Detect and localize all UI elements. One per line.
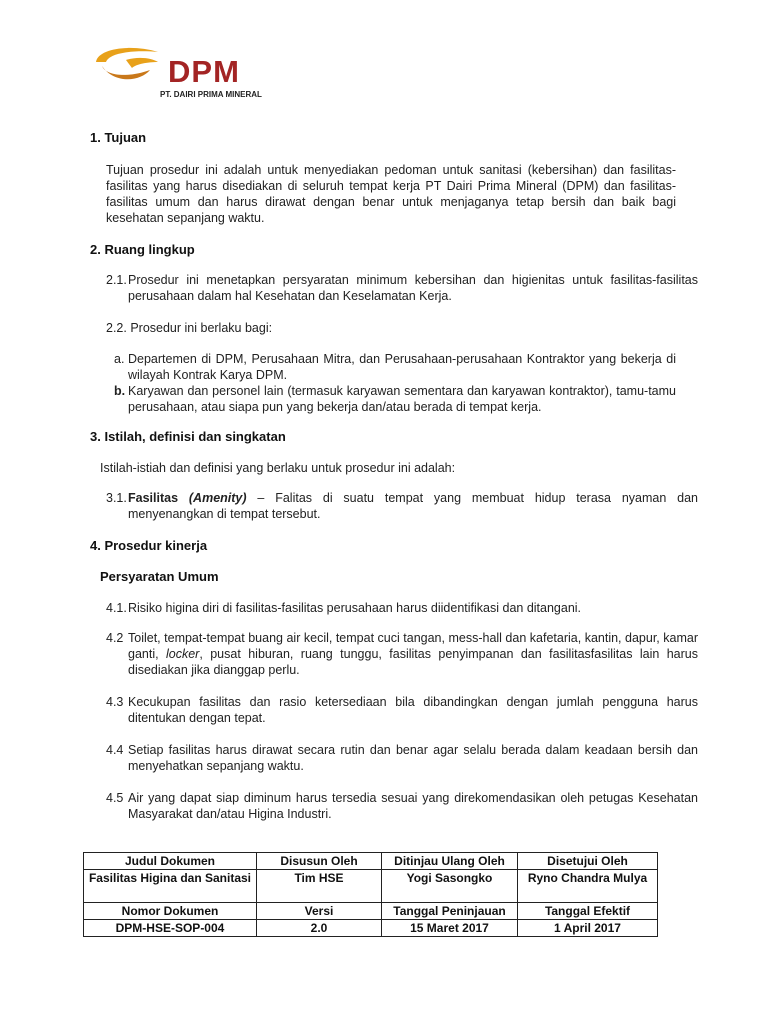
dpm-swirl-icon [92,42,164,86]
list-item-a [114,351,676,383]
item-text-italic: locker [166,647,200,661]
item-number: 4.5 [106,791,124,805]
item-text: Prosedur ini menetapkan persyaratan minimum kebersihan dan higienitas untuk fasilitas-fasilitas perusahaan dalam hal Kesehatan dan Keselamatan Kerja. [128,273,698,303]
prosedur-item-4-4 [106,742,698,774]
item-number: 4.4 [106,743,124,757]
section-title-ruang-lingkup: 2. Ruang lingkup [90,242,195,257]
prosedur-item-4-3 [106,694,698,726]
definition-text: – Falitas di suatu tempat yang membuat hidup terasa nyaman dan menyenangkan di tempat tersebut. [128,491,698,521]
definition-fasilitas [106,490,698,522]
table-row [84,853,658,870]
prosedur-item-4-2 [106,630,698,678]
table-row [84,903,658,920]
ruang-lingkup-2-2: 2.2. Prosedur ini berlaku bagi: [106,321,273,335]
definition-term-en: (Amenity) [188,491,247,505]
subsection-title-persyaratan: Persyaratan Umum [100,569,219,584]
table-cell: Tim HSE [257,870,382,903]
section-title-tujuan: 1. Tujuan [90,130,147,145]
item-number: 4.2 [106,631,124,645]
item-text: Setiap fasilitas harus dirawat secara rutin dan benar agar selalu berada dalam keadaan bersih dan menyehatkan sepanjang waktu. [128,743,698,773]
prosedur-item-4-5 [106,790,698,822]
item-text: Toilet, tempat-tempat buang air kecil, tempat cuci tangan, mess-hall dan kafetaria, kantin, dapur, kamar ganti, [128,631,698,661]
list-text-a: Departemen di DPM, Perusahaan Mitra, dan Perusahaan-perusahaan Kontraktor yang bekerja di wilayah Kontrak Karya DPM. [128,352,676,382]
tujuan-paragraph: Tujuan prosedur ini adalah untuk menyediakan pedoman untuk sanitasi (kebersihan) dan fasilitas-fasilitas yang harus disediakan di seluruh tempat kerja PT Dairi Prima Mineral (DPM) dan fasilitas-fasilitas umum dan harus dirawat dengan benar untuk menjaganya tetap bersih dan baik bagi kesehatan sepanjang waktu. [106,163,676,225]
table-cell: Versi [257,903,382,920]
table-cell: DPM-HSE-SOP-004 [84,920,257,937]
list-label-a: a. [114,352,125,366]
table-cell: Judul Dokumen [84,853,257,870]
item-number: 4.1. [106,601,127,615]
section-title-prosedur: 4. Prosedur kinerja [90,538,208,553]
list-text-b: Karyawan dan personel lain (termasuk karyawan sementara dan karyawan kontraktor), tamu-tamu perusahaan, atau siapa pun yang bekerja dan/atau berada di tempat kerja. [128,384,676,414]
table-cell: 2.0 [257,920,382,937]
table-row [84,870,658,903]
table-cell: Disusun Oleh [257,853,382,870]
prosedur-item-4-1 [106,600,698,616]
item-number: 2.1. [106,273,127,287]
table-cell: Yogi Sasongko [382,870,518,903]
table-cell: Disetujui Oleh [518,853,658,870]
table-cell: Nomor Dokumen [84,903,257,920]
table-cell: Ditinjau Ulang Oleh [382,853,518,870]
table-cell: Ryno Chandra Mulya [518,870,658,903]
table-row [84,920,658,937]
company-name: PT. DAIRI PRIMA MINERAL [160,90,262,99]
item-text: Kecukupan fasilitas dan rasio ketersediaan bila dibandingkan dengan jumlah pengguna harus ditentukan dengan tepat. [128,695,698,725]
istilah-intro: Istilah-istiah dan definisi yang berlaku untuk prosedur ini adalah: [100,461,456,475]
item-text: Air yang dapat siap diminum harus tersedia sesuai yang direkomendasikan oleh petugas Kesehatan Masyarakat dan/atau Higina Industri. [128,791,698,821]
item-number: 3.1. [106,491,127,505]
table-cell: Tanggal Efektif [518,903,658,920]
table-cell: Fasilitas Higina dan Sanitasi [84,870,257,903]
table-cell: 1 April 2017 [518,920,658,937]
list-item-b [114,383,676,415]
item-text: Risiko higina diri di fasilitas-fasilitas perusahaan harus diidentifikasi dan ditangani. [128,601,582,615]
document-control-table [83,852,658,937]
list-label-b: b. [114,384,126,398]
brand-name: DPM [168,54,240,89]
table-cell: 15 Maret 2017 [382,920,518,937]
table-cell: Tanggal Peninjauan [382,903,518,920]
dpm-logo [92,42,292,102]
definition-term: Fasilitas [128,491,179,505]
section-title-istilah: 3. Istilah, definisi dan singkatan [90,429,286,444]
ruang-lingkup-2-1 [106,272,698,304]
item-text-cont: , pusat hiburan, ruang tunggu, fasilitas penyimpanan dan fasilitasfasilitas lain harus disediakan jika dianggap perlu. [128,647,698,677]
item-number: 4.3 [106,695,124,709]
